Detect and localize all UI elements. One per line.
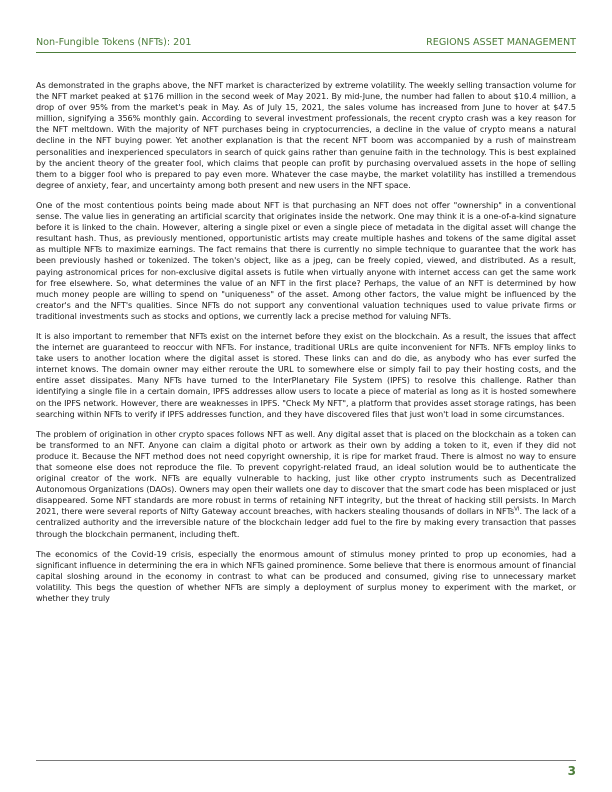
paragraph-origination-text: The problem of origination in other crypto spaces follows NFT as well. Any digital asset that is placed on the blockchain as a token can be transformed to an NFT. Anyone can claim a digital photo or artwork as their own by adding a token to it, even if they did not produce it. Because the NFT method does not need copyright ownership, it is ripe for market fraud. There is almost no way to ensure that someone else does not reproduce the file. To prevent copyright-related fraud, an ideal solution would be to authenticate the original creator of the work. NFTs are equally vulnerable to hacking, just like other crypto instruments such as Decentralized Autonomous Organizations (DAOs). Owners may open their wallets one day to discover that the smart code has been misplaced or just disappeared. Some NFT standards are more robust in terms of retaining NFT integrity, but the threat of hacking still persists. In March 2021, there were several reports of Nifty Gateway account breaches, with hackers stealing thousands of dollars in NFTs [36,429,576,517]
page-number: 3 [567,764,576,778]
footer-divider [36,760,576,761]
paragraph-origination-fraud [36,429,576,540]
paragraph-covid-economics: The economics of the Covid-19 crisis, especially the enormous amount of stimulus money printed to prop up economies, had a significant influence in determining the era in which NFTs gained prominence. Some believe that there is enormous amount of financial capital sloshing around in the economy in contrast to what can be produced and consumed, giving rise to unnecessary market volatility. This begs the question of whether NFTs are simply a deployment of surplus money to experiment with the market, or whether they truly [36,549,576,604]
header-document-title: Non-Fungible Tokens (NFTs): 201 [36,36,192,48]
paragraph-market-volatility: As demonstrated in the graphs above, the NFT market is characterized by extreme volatility. The weekly selling transaction volume for the NFT market peaked at $176 million in the second week of May 2021. By mid-June, the number had fallen to about $10.4 million, a drop of over 95% from the market's peak in May. As of July 15, 2021, the sales volume has increased from June to hover at $47.5 million, signifying a 356% monthly gain. According to several investment professionals, the recent crypto crash was a key reason for the NFT meltdown. With the majority of NFT purchases being in cryptocurrencies, a decline in the value of crypto means a natural decline in the NFT buying power. Yet another explanation is that the recent NFT boom was accompanied by a rush of mainstream personalities and inexperienced speculators in search of quick gains rather than genuine faith in the technology. This is best explained by the ancient theory of the greater fool, which claims that people can profit by purchasing overvalued assets in the hope of selling them to a bigger fool who is prepared to pay even more. Whatever the case maybe, the market volatility has instilled a tremendous degree of anxiety, fear, and uncertainty among both present and new users in the NFT space. [36,81,576,190]
header-divider [36,52,576,53]
header-organization-name: REGIONS ASSET MANAGEMENT [426,36,576,48]
paragraph-internet-links: It is also important to remember that NFTs exist on the internet before they exist on the blockchain. As a result, the issues that affect the internet are guaranteed to reoccur with NFTs. For instance, traditional URLs are quite inconvenient for NFTs. NFTs employ links to take users to another location where the digital asset is stored. These links can and do die, as anybody who has ever surfed the internet knows. The domain owner may either reroute the URL to somewhere else or simply fail to pay their hosting costs, and the entire asset dissipates. Many NFTs have turned to the InterPlanetary File System (IPFS) to resolve this challenge. Rather than identifying a single file in a certain domain, IPFS addresses allow users to locate a piece of material as long as it is hosted somewhere on the IPFS network. However, there are weaknesses in IPFS. "Check My NFT", a platform that provides asset storage ratings, has been searching within NFTs to verify if IPFS addresses function, and they have discovered files that just won't load in some circumstances. [36,331,576,419]
paragraph-origination-continued: . The lack of a centralized authority and the irreversible nature of the blockchain ledger add fuel to the fire by making every transaction that passes through the blockchain permanent, including theft. [36,507,576,539]
paragraph-ownership: One of the most contentious points being made about NFT is that purchasing an NFT does not offer "ownership" in a conventional sense. The value lies in generating an artificial scarcity that originates inside the network. One may think it is a one-of-a-kind signature before it is linked to the chain. However, altering a single pixel or even a single piece of metadata in the digital asset will change the resultant hash. Thus, as previously mentioned, opportunistic artists may create multiple hashes and tokens of the same digital asset as multiple NFTs to maximize earnings. The fact remains that there is currently no simple technique to guarantee that the work has been previously hashed or tokenized. The token's object, like as a jpeg, can be freely copied, viewed, and distributed. As a result, paying astronomical prices for non-exclusive digital assets is futile when virtually anyone with internet access can get the same work for free elsewhere. So, what determines the value of an NFT in the first place? Perhaps, the value of an NFT is determined by how much money people are willing to spend on "uniqueness" of the asset. Among other factors, the value might be influenced by the creator's and the NFT's qualities. Since NFTs do not support any conventional valuation techniques used to value private firms or traditional investments such as stocks and options, we currently lack a precise method for valuing NFTs. [36,200,576,321]
running-header [36,34,576,50]
body-text [36,80,576,613]
footnote-marker: VI [514,506,520,513]
